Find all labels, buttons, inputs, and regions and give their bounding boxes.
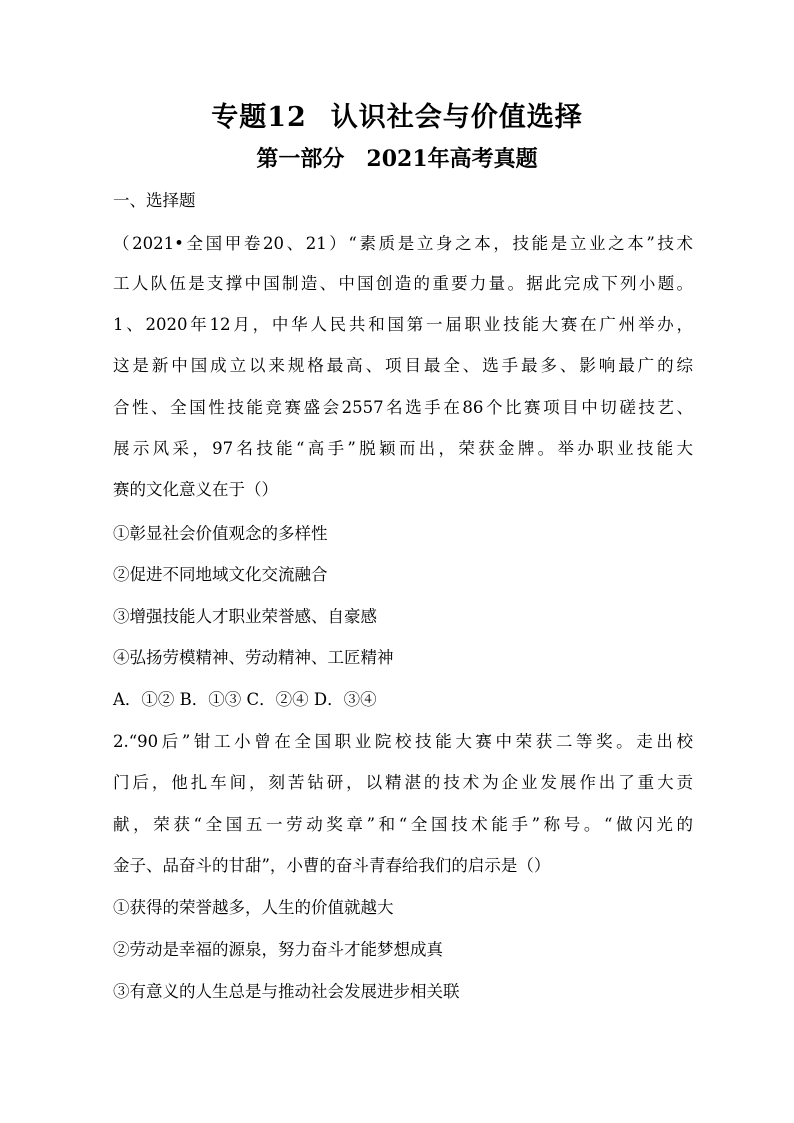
question-1-line: 赛的文化意义在于（）: [113, 480, 278, 499]
question-1-line: 合性、全国性技能竞赛盛会2557名选手在86个比赛项目中切磋技艺、: [113, 398, 693, 417]
question-1-option: ①彰显社会价值观念的多样性: [113, 524, 328, 543]
intro-line: 工人队伍是支撑中国制造、中国创造的重要力量。据此完成下列小题。: [113, 274, 693, 293]
title-topic-number: 专题12: [211, 102, 307, 133]
section-heading: 一、选择题: [113, 191, 196, 210]
intro-line: （2021•全国甲卷20、21）“素质是立身之本，技能是立业之本”技术: [113, 234, 693, 253]
question-1-line: 1、2020年12月，中华人民共和国第一届职业技能大赛在广州举办，: [113, 315, 693, 334]
document-title: [0, 98, 794, 138]
title-topic-name: 认识社会与价值选择: [330, 102, 583, 133]
subtitle-year: 2021年高考真题: [366, 146, 538, 172]
question-1-option: ④弘扬劳模精神、劳动精神、工匠精神: [113, 648, 394, 667]
question-1-answers: A．①② B．①③ C．②④ D．③④: [113, 690, 377, 709]
question-2-line: 2.“90后”钳工小曾在全国职业院校技能大赛中荣获二等奖。走出校: [113, 732, 693, 751]
document-subtitle: [0, 142, 794, 176]
question-1-option: ②促进不同地域文化交流融合: [113, 565, 328, 584]
subtitle-part: 第一部分: [256, 146, 345, 172]
question-2-option: ①获得的荣誉越多，人生的价值就越大: [113, 898, 394, 917]
question-2-line: 门后，他扎车间，刻苦钻研，以精湛的技术为企业发展作出了重大贡: [113, 773, 693, 792]
question-1-option: ③增强技能人才职业荣誉感、自豪感: [113, 607, 377, 626]
question-2-option: ③有意义的人生总是与推动社会发展进步相关联: [113, 982, 460, 1001]
question-1-line: 这是新中国成立以来规格最高、项目最全、选手最多、影响最广的综: [113, 356, 693, 375]
question-2-line: 献，荣获“全国五一劳动奖章”和“全国技术能手”称号。“做闪光的: [113, 815, 693, 834]
question-2-option: ②劳动是幸福的源泉，努力奋斗才能梦想成真: [113, 940, 443, 959]
question-1-line: 展示风采，97名技能“高手”脱颖而出，荣获金牌。举办职业技能大: [113, 439, 693, 458]
question-2-line: 金子、品奋斗的甘甜”，小曹的奋斗青春给我们的启示是（）: [113, 856, 551, 875]
